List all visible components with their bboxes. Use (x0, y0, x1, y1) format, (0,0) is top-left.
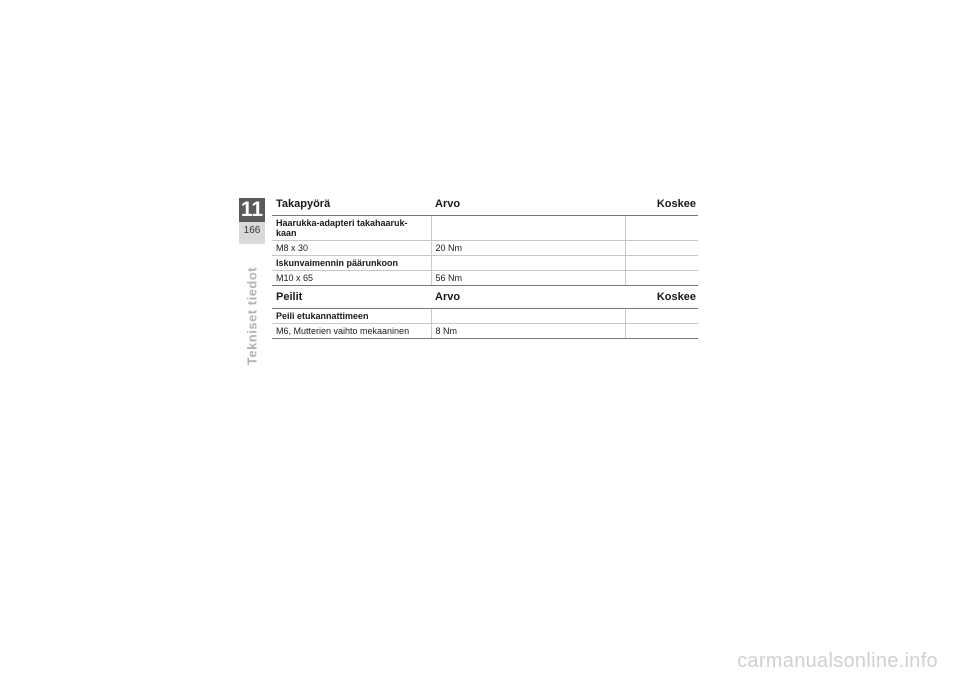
header-component: Takapyörä (272, 196, 431, 216)
header-component: Peilit (272, 289, 431, 309)
header-value: Arvo (431, 289, 625, 309)
row-label: Peili etukannattimeen (272, 309, 431, 324)
table-row (272, 271, 698, 286)
row-applies (625, 324, 698, 339)
page-number: 166 (243, 225, 261, 236)
chapter-tab (239, 198, 265, 244)
row-value (431, 256, 625, 271)
table-header-row (272, 289, 698, 309)
table-header-row (272, 196, 698, 216)
row-label: M8 x 30 (272, 241, 431, 256)
row-value: 56 Nm (431, 271, 625, 286)
row-applies (625, 241, 698, 256)
chapter-title: Tekniset tiedot (244, 266, 260, 366)
table-row (272, 309, 698, 324)
row-label: Haarukka-adapteri takahaaruk-kaan (272, 216, 431, 241)
row-label: Iskunvaimennin päärunkoon (272, 256, 431, 271)
rear-wheel-torque-table (272, 196, 698, 286)
row-applies (625, 309, 698, 324)
row-applies (625, 216, 698, 241)
row-value: 8 Nm (431, 324, 625, 339)
mirrors-torque-table (272, 289, 698, 339)
row-label: M6, Mutterien vaihto mekaaninen (272, 324, 431, 339)
chapter-number: 11 (240, 198, 264, 221)
row-applies (625, 271, 698, 286)
row-value (431, 309, 625, 324)
table-row (272, 216, 698, 241)
row-value: 20 Nm (431, 241, 625, 256)
row-applies (625, 256, 698, 271)
row-label: M10 x 65 (272, 271, 431, 286)
table-row (272, 324, 698, 339)
row-value (431, 216, 625, 241)
watermark: carmanualsonline.info (737, 650, 938, 672)
table-row (272, 256, 698, 271)
header-applies: Koskee (625, 196, 698, 216)
header-applies: Koskee (625, 289, 698, 309)
table-row (272, 241, 698, 256)
header-value: Arvo (431, 196, 625, 216)
